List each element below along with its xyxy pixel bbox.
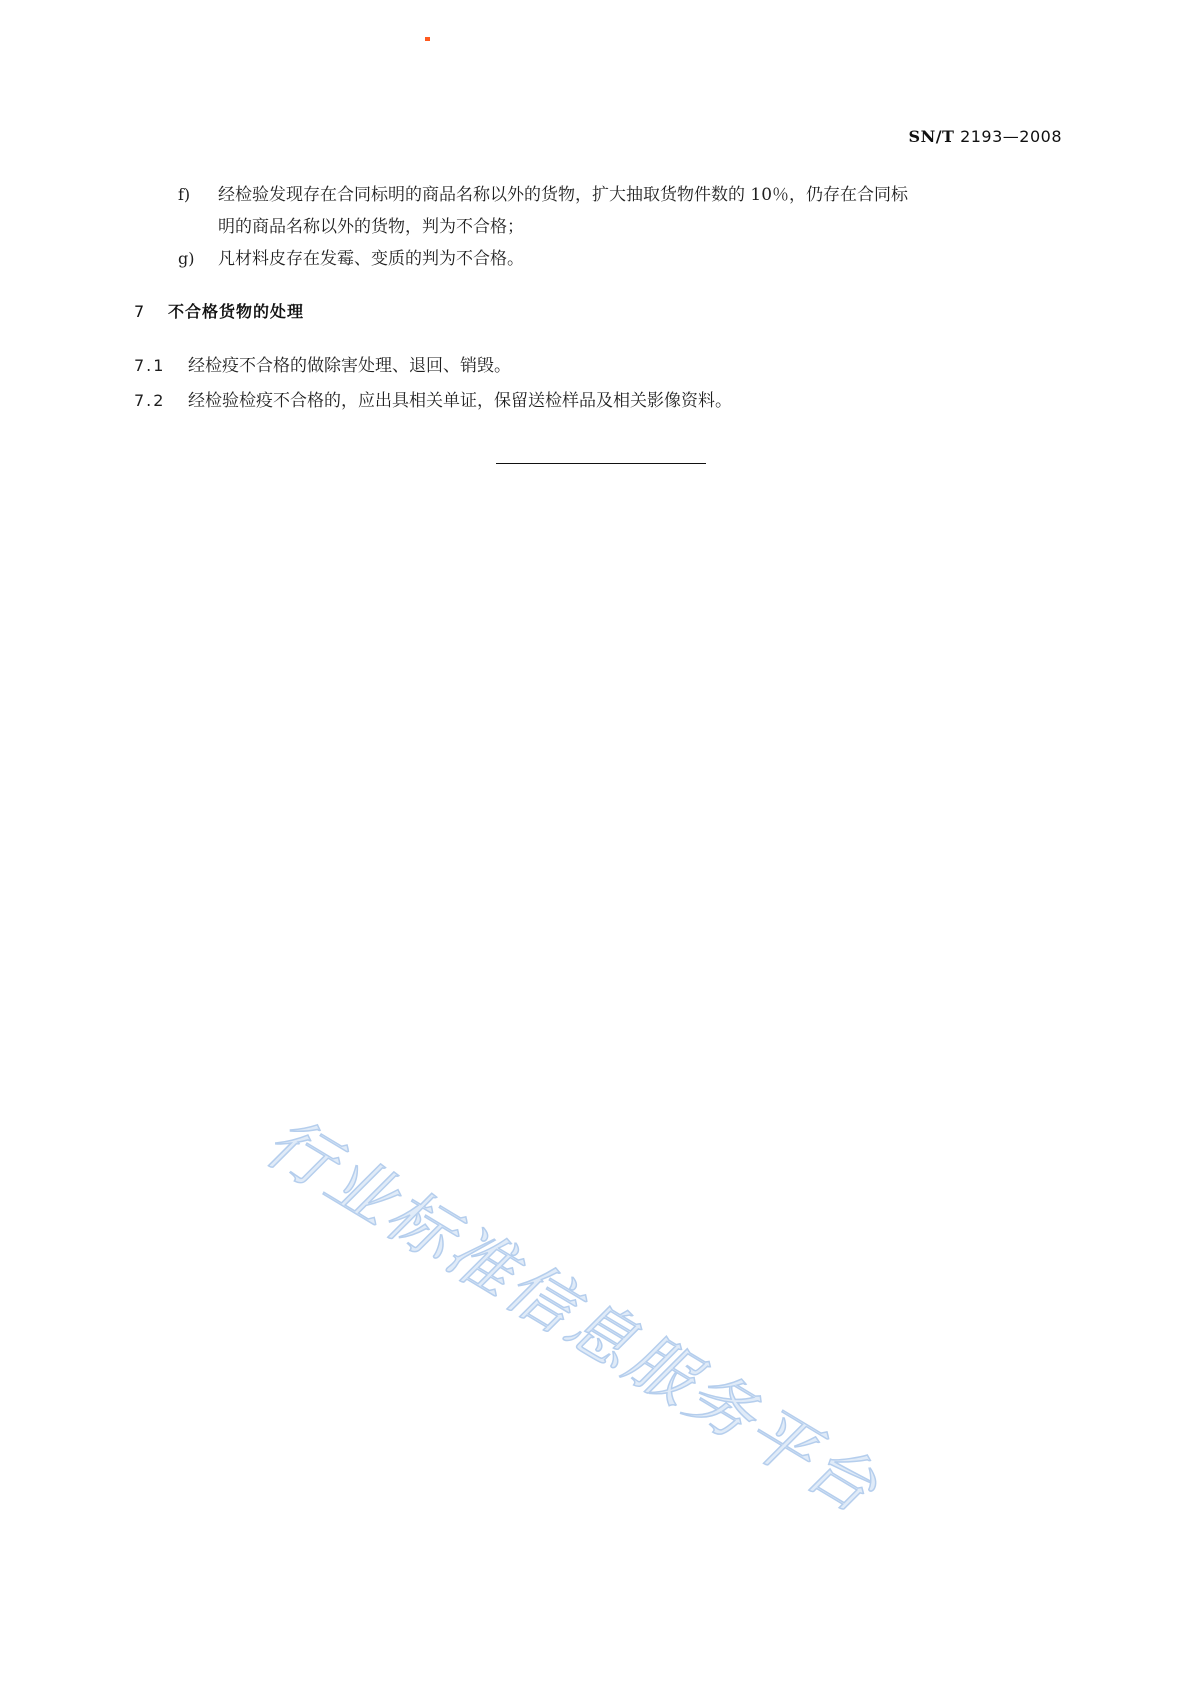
section-heading [134, 299, 304, 322]
standard-code-number: 2193—2008 [960, 127, 1062, 146]
list-item-text: 凡材料皮存在发霉、变质的判为不合格。 [218, 249, 524, 269]
clause-text: 经检疫不合格的做除害处理、退回、销毁。 [188, 356, 511, 376]
standard-code-prefix: SN/T [908, 127, 955, 146]
list-item-g [178, 243, 524, 275]
end-of-document-rule [496, 463, 706, 464]
clause-number: 7.2 [134, 391, 166, 410]
clause-7-1 [134, 351, 511, 376]
list-item-marker: g) [178, 249, 195, 268]
watermark: 行业标准信息服务平台 [252, 1102, 893, 1530]
clause-text: 经检验检疫不合格的，应出具相关单证，保留送检样品及相关影像资料。 [188, 391, 732, 411]
section-number: 7 [134, 302, 146, 321]
section-title: 不合格货物的处理 [168, 302, 305, 321]
standard-code [909, 127, 1062, 146]
clause-number: 7.1 [134, 356, 166, 375]
list-item-marker: f) [178, 185, 191, 204]
list-item-text-line1: 经检验发现存在合同标明的商品名称以外的货物，扩大抽取货物件数的 10％，仍存在合同标 [218, 185, 909, 205]
clause-7-2 [134, 386, 732, 411]
list-item-f [178, 179, 1062, 243]
list-item-text-line2: 明的商品名称以外的货物，判为不合格； [218, 217, 524, 237]
top-orange-mark [425, 37, 430, 41]
